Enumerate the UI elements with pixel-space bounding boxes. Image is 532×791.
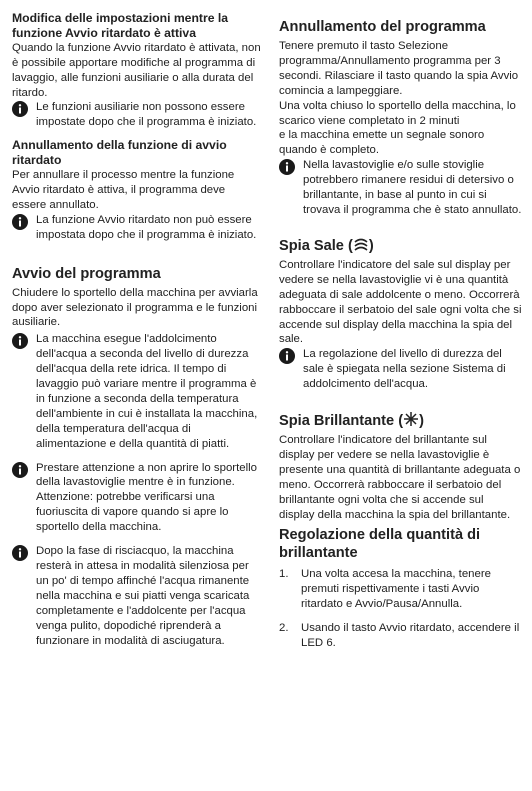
rinse-aid-title-text: Spia Brillantante ( bbox=[279, 413, 404, 430]
list-item-text: Una volta accesa la macchina, tenere premuti rispettivamente i tasti Avvio ritardato e Avvio/Pausa/Annulla. bbox=[301, 568, 491, 611]
note-text: Prestare attenzione a non aprire lo sportello della lavastoviglie mentre è in funzione. Attenzione: potrebbe verificarsi una fuoriuscita di vapore quando si apre lo sportello della macchina. bbox=[36, 461, 257, 534]
section-title-rinse-aid-indicator bbox=[279, 411, 522, 430]
paragraph-cancel-program-signal: e la macchina emette un segnale sonoro quando è completo. bbox=[279, 129, 485, 157]
section-title-cancel-delay: Annullamento della funzione di avvio ritardato bbox=[12, 138, 227, 168]
list-item bbox=[279, 621, 522, 651]
paragraph-cancel-delay: Per annullare il processo mentre la funzione Avvio ritardato è attiva, il programma deve essere annullato. bbox=[12, 169, 235, 211]
salt-title-text: Spia Sale ( bbox=[279, 237, 353, 254]
section-title-cancel-program: Annullamento del programma bbox=[279, 19, 486, 35]
info-icon bbox=[12, 101, 28, 117]
section-title-salt-indicator bbox=[279, 237, 522, 255]
list-item bbox=[279, 567, 522, 612]
info-note bbox=[12, 544, 262, 648]
note-text: Le funzioni ausiliarie non possono essere impostate dopo che il programma è iniziato. bbox=[36, 101, 257, 129]
info-note bbox=[279, 347, 522, 392]
info-note bbox=[12, 461, 262, 536]
left-column bbox=[12, 0, 262, 648]
note-text: La funzione Avvio ritardato non può essere impostata dopo che il programma è iniziato. bbox=[36, 213, 257, 241]
paragraph-delay-changes: Quando la funzione Avvio ritardato è attivata, non è possibile apportare modifiche al programma di lavaggio, alle funzioni ausiliarie o alla durata del ritardo. bbox=[12, 41, 261, 99]
info-note bbox=[12, 213, 262, 243]
list-item-number: 2. bbox=[279, 622, 289, 635]
note-text: Nella lavastoviglie e/o sulle stoviglie potrebbero rimanere residui di detersivo o brillantante, in base al punto in cui si trovava il programma che è stato annullato. bbox=[303, 159, 522, 216]
list-item-text: Usando il tasto Avvio ritardato, accendere il LED 6. bbox=[301, 622, 520, 650]
paragraph-salt-indicator: Controllare l'indicatore del sale sul display per vedere se nella lavastoviglie vi è una quantità adeguata di sale addolcente o meno. Occorrerà rabboccare il serbatoio del sale ogni volta che si accende sul display della macchina la spia del sale. bbox=[279, 258, 522, 346]
info-icon bbox=[12, 333, 28, 349]
note-text: La macchina esegue l'addolcimento dell'acqua a seconda del livello di durezza dell'acqua della rete idrica. Il tempo di lavaggio può variare mentre il programma è in funzione a seconda della temperatura dell'ambiente in cui è installata la macchina, della temperatura dell'acqua di alimentazione e della quantità di piatti. bbox=[36, 333, 258, 450]
info-note bbox=[12, 332, 262, 451]
rinse-aid-title-end: ) bbox=[419, 413, 424, 430]
info-icon bbox=[12, 214, 28, 230]
section-title-delay-changes: Modifica delle impostazioni mentre la funzione Avvio ritardato è attiva bbox=[12, 11, 229, 40]
salt-title-end: ) bbox=[368, 237, 374, 254]
info-icon bbox=[279, 348, 295, 364]
paragraph-start-program: Chiudere lo sportello della macchina per avviarla dopo aver selezionato il programma e le funzioni ausiliarie. bbox=[12, 286, 258, 329]
note-text: Dopo la fase di risciacquo, la macchina resterà in attesa in modalità silenziosa per un po' di tempo affinché l'acqua rimanente nella macchina e sui piatti venga scaricata completamente e l'addolcente per l'acqua venga pulito, dopodiché riprenderà a funzionare in modalità di asciugatura. bbox=[36, 545, 250, 647]
paragraph-rinse-aid-indicator: Controllare l'indicatore del brillantante sul display per vedere se nella lavastoviglie è presente una quantità di brillantante adeguata o meno. Occorrerà rabboccare il serbatoio del brillantante ogni volta che si accende sul display della macchina la spia del brillantante. bbox=[279, 434, 521, 521]
salt-icon bbox=[353, 238, 369, 252]
note-text: La regolazione del livello di durezza del sale è spiegata nella sezione Sistema di addolcimento dell'acqua. bbox=[303, 348, 506, 391]
info-icon bbox=[12, 462, 28, 478]
info-icon bbox=[12, 545, 28, 561]
info-note bbox=[12, 100, 262, 130]
paragraph-cancel-program: Tenere premuto il tasto Selezione programma/Annullamento programma per 3 secondi. Rilasciare il tasto quando la spia Avvio comincia a lampeggiare. bbox=[279, 40, 519, 97]
right-column bbox=[279, 0, 522, 651]
info-note bbox=[279, 158, 522, 218]
paragraph-cancel-program-drain: Una volta chiuso lo sportello della macchina, lo scarico viene completato in 2 minuti bbox=[279, 99, 516, 127]
list-item-number: 1. bbox=[279, 568, 289, 581]
rinse-aid-icon bbox=[403, 411, 419, 427]
info-icon bbox=[279, 159, 295, 175]
section-title-start-program: Avvio del programma bbox=[12, 265, 161, 282]
section-title-rinse-aid-adjust: Regolazione della quantità di brillantante bbox=[279, 527, 481, 562]
